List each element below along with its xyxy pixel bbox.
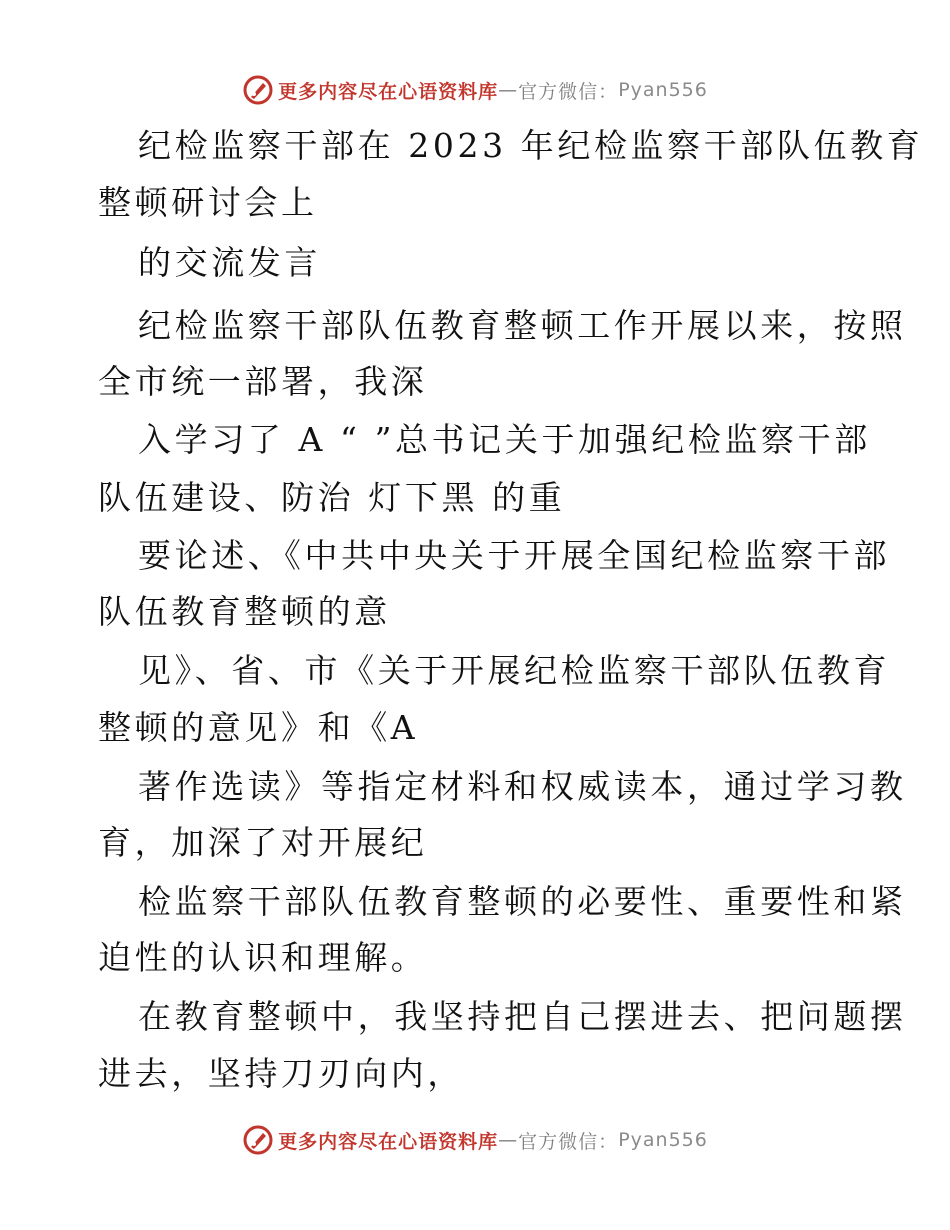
doc-text-line: 见》、省、市《关于开展纪检监察干部队伍教育 <box>138 651 891 690</box>
doc-text-line: 进去，坚持刀刃向内， <box>98 1054 464 1093</box>
doc-title-line-1: 纪检监察干部在 2023 年纪检监察干部队伍教育 <box>138 126 924 165</box>
doc-text-line: 在教育整顿中，我坚持把自己摆进去、把问题摆 <box>138 997 907 1036</box>
doc-text-line: 育，加深了对开展纪 <box>98 823 428 862</box>
doc-text-line: 队伍建设、防治 灯下黑 的重 <box>98 478 566 517</box>
doc-text-line: 迫性的认识和理解。 <box>98 938 428 977</box>
header-watermark-banner <box>0 70 950 110</box>
doc-text-line: 整顿的意见》和《A <box>98 708 419 747</box>
doc-text-line: 著作选读》等指定材料和权威读本，通过学习教 <box>138 767 907 806</box>
banner-dash: — <box>498 1129 519 1151</box>
wechat-label: 官方微信： <box>518 80 619 103</box>
doc-text-line: 全市统一部署，我深 <box>98 362 428 401</box>
pen-circle-logo-icon <box>242 1124 274 1156</box>
footer-watermark-banner <box>0 1120 950 1160</box>
doc-text-line: 纪检监察干部队伍教育整顿工作开展以来，按照 <box>138 306 907 345</box>
wechat-label: 官方微信： <box>518 1130 619 1153</box>
doc-text-line: 队伍教育整顿的意 <box>98 592 391 631</box>
wechat-id: Pyan556 <box>618 79 708 101</box>
doc-title-line-3: 的交流发言 <box>138 243 321 282</box>
pen-circle-logo-icon <box>242 74 274 106</box>
doc-text-line: 要论述、《中共中央关于开展全国纪检监察干部 <box>138 536 891 575</box>
wechat-id: Pyan556 <box>618 1129 708 1151</box>
site-name: 更多内容尽在心语资料库 <box>278 1130 499 1153</box>
doc-title-line-2: 整顿研讨会上 <box>98 183 318 222</box>
banner-dash: — <box>498 79 519 101</box>
doc-text-line: 检监察干部队伍教育整顿的必要性、重要性和紧 <box>138 882 907 921</box>
site-name: 更多内容尽在心语资料库 <box>278 80 499 103</box>
doc-text-line: 入学习了 A “ ”总书记关于加强纪检监察干部 <box>138 420 871 459</box>
